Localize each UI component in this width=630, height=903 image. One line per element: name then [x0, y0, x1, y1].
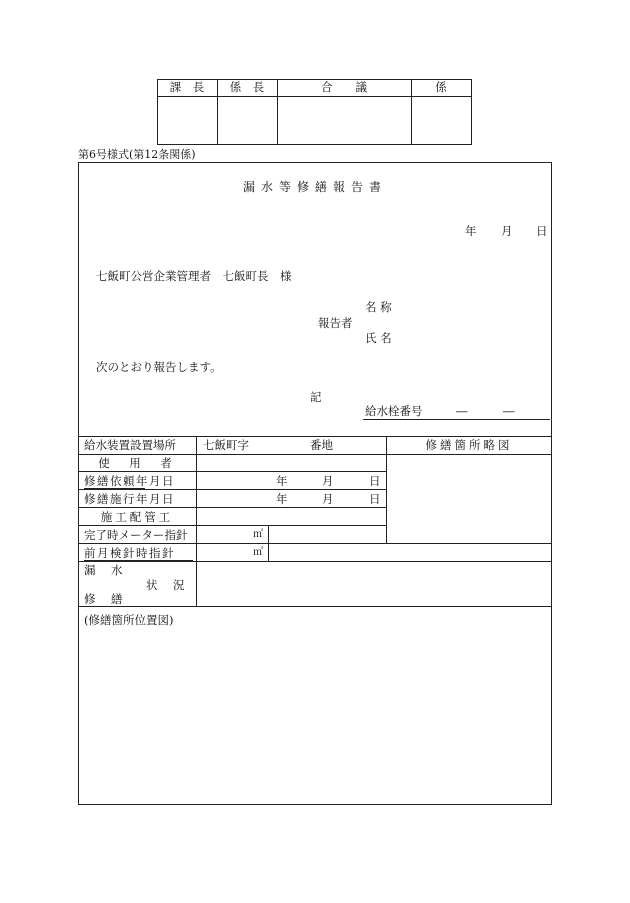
status-leak-label: 漏 水 — [84, 563, 125, 577]
banchi-label: 番地 — [310, 438, 333, 452]
addressee: 七飯町公営企業管理者 七飯町長 様 — [96, 269, 292, 283]
meter-prev-unit: ㎥ — [253, 547, 263, 558]
reporter-label: 報告者 — [318, 316, 353, 330]
form-number: 第6号様式(第12条関係) — [78, 148, 196, 161]
meter-prev-label: 前月検針時指針 — [84, 546, 175, 560]
work-day: 日 — [369, 492, 381, 506]
request-year: 年 — [276, 474, 288, 488]
approval-header-kakaricho: 係 長 — [229, 80, 265, 94]
hydrant-label: 給水栓番号 — [365, 404, 423, 418]
row-line — [78, 543, 552, 544]
request-month: 月 — [322, 474, 334, 488]
meter-after-unit: ㎥ — [253, 529, 263, 540]
request-date-label: 修繕依頼年月日 — [84, 474, 175, 488]
request-date-underline — [84, 488, 145, 489]
row-line — [78, 454, 552, 455]
location-label: 給水装置設置場所 — [84, 438, 176, 452]
hydrant-underline — [363, 419, 550, 420]
user-label: 使 用 者 — [98, 456, 176, 470]
approval-header-kacho: 課 長 — [169, 80, 205, 94]
row-line — [78, 471, 386, 472]
diagram-label: 修繕箇所略図 — [425, 438, 513, 452]
col-line — [196, 436, 197, 606]
meter-prev-underline — [84, 560, 193, 561]
row-line — [78, 525, 386, 526]
meter-after-label: 完了時メーター指針 — [84, 528, 188, 542]
row-line — [78, 561, 552, 562]
hydrant-dash: ― — [456, 404, 468, 418]
status-label: 状 況 — [146, 578, 187, 592]
work-month: 月 — [322, 492, 334, 506]
col-line — [268, 525, 269, 561]
hydrant-dash: ― — [503, 404, 515, 418]
approval-header-line — [157, 96, 472, 97]
approval-header-kakari: 係 — [435, 80, 447, 94]
intro-text: 次のとおり報告します。 — [96, 360, 222, 374]
col-line — [386, 436, 387, 543]
reporter-name-label: 名 称 — [365, 300, 392, 314]
request-day: 日 — [369, 474, 381, 488]
document-title: 漏水等修繕報告書 — [242, 180, 387, 194]
date-year: 年 — [465, 224, 477, 238]
plumber-label: 施工配管工 — [100, 510, 174, 524]
work-year: 年 — [276, 492, 288, 506]
table-top-line — [78, 436, 552, 437]
date-month: 月 — [501, 224, 513, 238]
row-line — [78, 507, 386, 508]
reporter-person-label: 氏 名 — [365, 331, 392, 345]
status-repair-label: 修 繕 — [84, 592, 125, 606]
row-line — [78, 489, 386, 490]
town-label: 七飯町字 — [203, 438, 249, 452]
ki-label: 記 — [310, 390, 322, 404]
location-map-label: (修繕箇所位置図) — [84, 613, 174, 627]
row-line — [78, 606, 552, 607]
work-date-label: 修繕施行年月日 — [84, 492, 175, 506]
approval-header-gogi: 合 議 — [321, 80, 367, 94]
date-day: 日 — [536, 224, 548, 238]
